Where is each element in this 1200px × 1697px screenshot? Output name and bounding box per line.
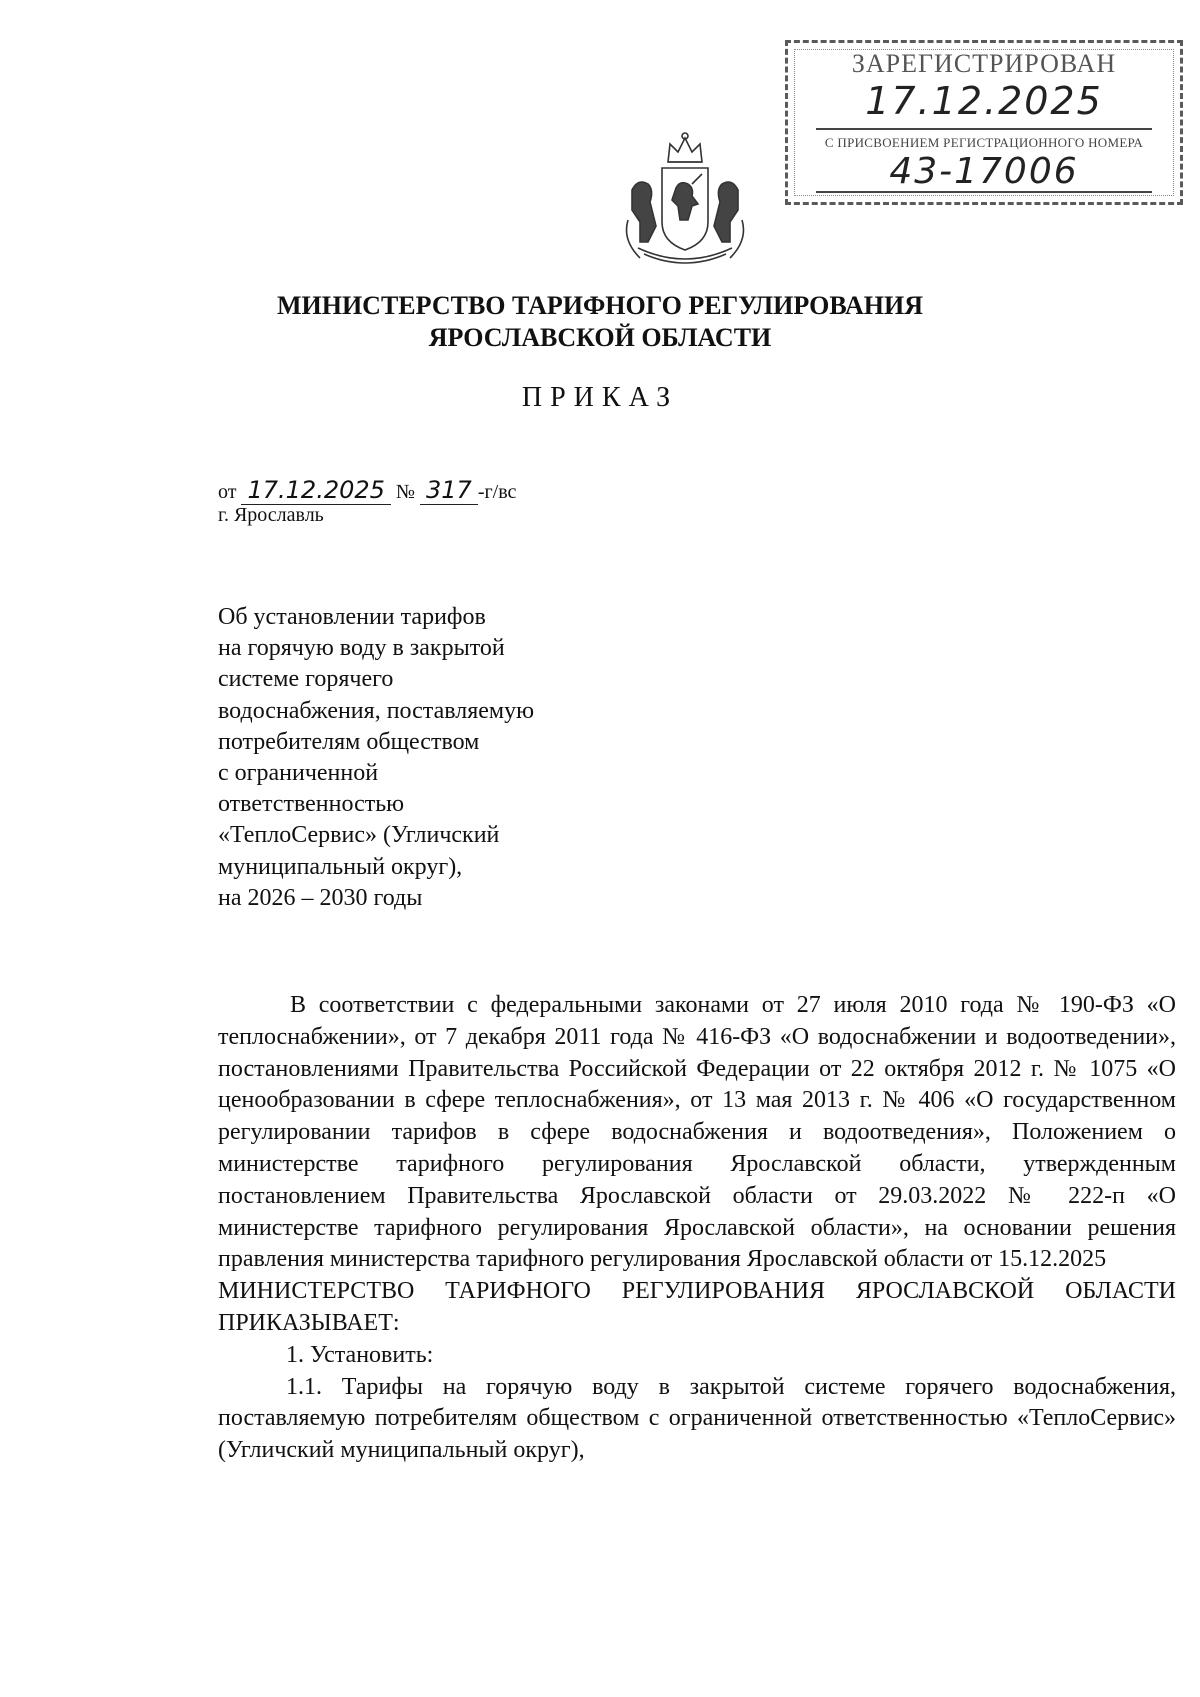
order-subject — [218, 602, 638, 914]
subject-line: на 2026 – 2030 годы — [218, 884, 423, 911]
stamp-handwritten-date: 17.12.2025 — [865, 79, 1103, 123]
order-date: 17.12.2025 — [241, 476, 390, 505]
order-body — [218, 990, 1176, 1467]
stamp-divider — [816, 191, 1152, 193]
subject-line: системе горячего — [218, 666, 394, 693]
preamble-paragraph: В соответствии с федеральными законами от 27 июля 2010 года № 190-ФЗ «О теплоснабжении», от 7 декабря 2011 года № 416-ФЗ «О водоснабжении и водоотведении», постановлениями Правительства Российской Федерации от 22 октября 2012 г. № 1075 «О ценообразовании в сфере теплоснабжения», от 13 мая 2013 г. № 406 «О государственном регулировании тарифов в сфере водоснабжения и водоотведения», Положением о министерстве тарифного регулирования Ярославской области, утвержденным постановлением Правительства Ярославской области от 29.03.2022 № 222-п «О министерстве тарифного регулирования Ярославской области», на основании решения правления министерства тарифного регулирования Ярославской области от 15.12.2025 — [218, 992, 1176, 1273]
registration-stamp — [785, 40, 1183, 205]
item-1-1: 1.1. Тарифы на горячую воду в закрытой системе горячего водоснабжения, поставляемую потребителям обществом с ограниченной ответственностью «ТеплоСервис» (Угличский муниципальный округ), — [218, 1373, 1176, 1464]
stamp-subtitle: С ПРИСВОЕНИЕМ РЕГИСТРАЦИОННОГО НОМЕРА — [824, 135, 1144, 150]
city: г. Ярославль — [218, 504, 324, 526]
ministry-line-2: ЯРОСЛАВСКОЙ ОБЛАСТИ — [428, 323, 772, 352]
order-suffix: -г/вс — [477, 481, 517, 503]
subject-line: водоснабжения, поставляемую — [218, 697, 535, 724]
item-1: 1. Установить: — [286, 1341, 434, 1368]
coat-of-arms-icon — [618, 130, 753, 270]
stamp-divider — [816, 128, 1152, 130]
stamp-title: ЗАРЕГИСТРИРОВАН — [851, 49, 1117, 78]
ministry-line-1: МИНИСТЕРСТВО ТАРИФНОГО РЕГУЛИРОВАНИЯ — [276, 291, 924, 320]
subject-line: муниципальный округ), — [218, 853, 463, 880]
ministry-heading — [0, 290, 1200, 354]
order-number: 317 — [420, 476, 478, 505]
subject-line: Об установлении тарифов — [218, 604, 486, 630]
subject-line: «ТеплоСервис» (Угличский — [218, 822, 500, 849]
subject-line: на горячую воду в закрытой — [218, 635, 505, 662]
number-label: № — [395, 481, 415, 503]
document-type: ПРИКАЗ — [521, 382, 679, 413]
subject-line: с ограниченной — [218, 760, 379, 787]
decree-paragraph: МИНИСТЕРСТВО ТАРИФНОГО РЕГУЛИРОВАНИЯ ЯРОСЛАВСКОЙ ОБЛАСТИ ПРИКАЗЫВАЕТ: — [218, 1278, 1176, 1336]
from-label: от — [218, 481, 237, 503]
subject-line: ответственностью — [218, 791, 405, 818]
order-date-line — [218, 476, 516, 505]
subject-line: потребителям обществом — [218, 728, 480, 755]
stamp-handwritten-number: 43-17006 — [889, 151, 1079, 192]
